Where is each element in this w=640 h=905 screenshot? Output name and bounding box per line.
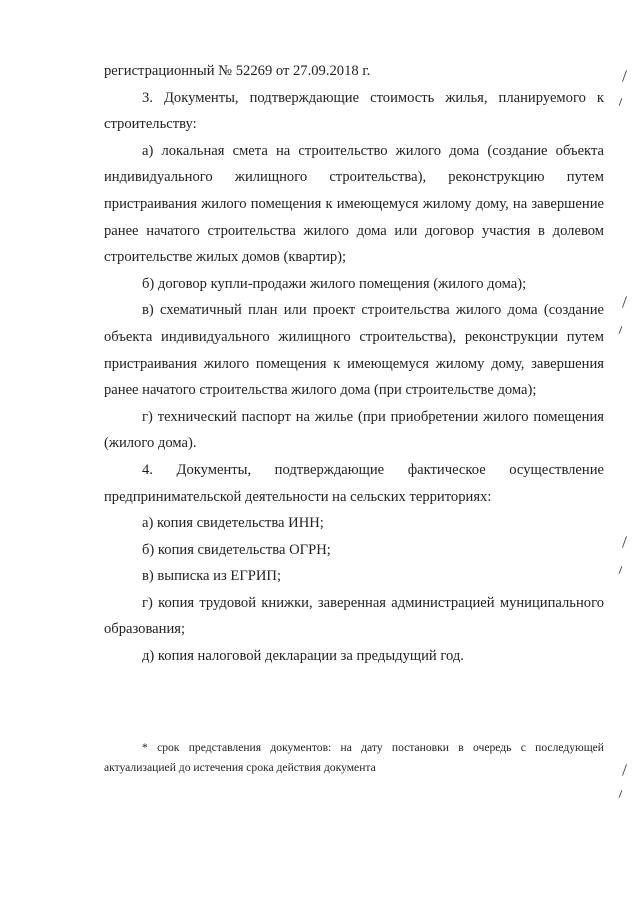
scan-mark xyxy=(619,566,623,574)
list-item-3v: в) схематичный план или проект строительства жилого дома (создание объекта индивидуального жилищного строительства), реконструкции путем пристраивания жилого помещения к имеющемуся жилому дому, завершения ранее начатого строительства жилого дома (при строительстве дома); xyxy=(104,302,604,399)
list-item-4d: д) копия налоговой декларации за предыдущий год. xyxy=(142,648,464,665)
list-item-3a: а) локальная смета на строительство жилого дома (создание объекта индивидуального жилищного строительства), реконструкцию путем пристраивания жилого помещения к имеющемуся жилому дому, на завершение ранее начатого строительства жилого дома или договор участия в долевом строительстве жилых домов (квартир); xyxy=(104,142,604,266)
list-item-4b: б) копия свидетельства ОГРН; xyxy=(142,541,331,558)
list-item-3b: б) договор купли-продажи жилого помещения (жилого дома); xyxy=(142,275,527,292)
paragraph-section-4-heading: 4. Документы, подтверждающие фактическое осуществление предпринимательской деятельности на сельских территориях: xyxy=(104,461,604,505)
scan-mark xyxy=(622,536,627,548)
list-item-4g: г) копия трудовой книжки, заверенная администрацией муниципального образования; xyxy=(104,594,604,638)
paragraph-registration: регистрационный № 52269 от 27.09.2018 г. xyxy=(104,63,371,79)
document-body xyxy=(104,58,604,670)
scan-mark xyxy=(622,70,627,82)
list-item-4v: в) выписка из ЕГРИП; xyxy=(142,568,282,585)
paragraph-section-3-heading: 3. Документы, подтверждающие стоимость жилья, планируемого к строительству: xyxy=(104,89,604,133)
list-item-4a: а) копия свидетельства ИНН; xyxy=(142,515,324,532)
scan-mark xyxy=(619,790,623,798)
list-item-3g: г) технический паспорт на жилье (при приобретении жилого помещения (жилого дома). xyxy=(104,408,604,452)
scan-mark xyxy=(622,764,627,776)
scan-mark xyxy=(619,326,623,334)
scan-mark xyxy=(622,296,627,308)
scan-mark xyxy=(619,98,623,106)
footnote: * срок представления документов: на дату постановки в очередь с последующей актуализацией до истечения срока действия документа xyxy=(104,741,604,774)
